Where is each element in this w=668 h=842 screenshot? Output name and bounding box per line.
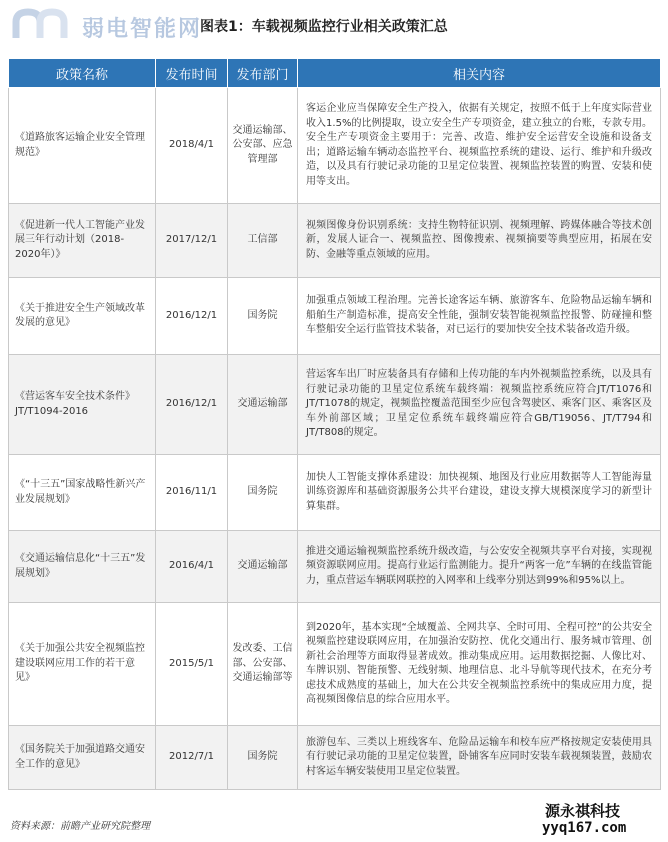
date-cell: 2017/12/1	[156, 204, 228, 278]
content-cell: 加强重点领域工程治理。完善长途客运车辆、旅游客车、危险物品运输车辆和船舶生产制造标准，提高安全性能，强制安装智能视频监控报警、防碰撞和整车整船安全运行监管技术装备，对已运行的要加快安全技术装备改造升级。	[298, 278, 661, 355]
table-row	[9, 278, 661, 355]
department-cell: 国务院	[228, 455, 298, 531]
source-note: 资料来源：前瞻产业研究院整理	[10, 821, 150, 832]
corner-watermark-badge	[520, 798, 668, 842]
brand-logo-icon	[10, 8, 70, 44]
department-cell: 交通运输部、公安部、应急管理部	[228, 88, 298, 204]
table-row	[9, 726, 661, 790]
policy-table	[8, 58, 661, 790]
date-cell: 2018/4/1	[156, 88, 228, 204]
department-cell: 工信部	[228, 204, 298, 278]
content-cell: 视频图像身份识别系统：支持生物特征识别、视频理解、跨媒体融合等技术创新，发展人证合一、视频监控、图像搜索、视频摘要等典型应用，拓展在安防、金融等重点领域的应用。	[298, 204, 661, 278]
content-cell: 客运企业应当保障安全生产投入，依据有关规定，按照不低于上年度实际营业收入1.5%的比例提取，设立安全生产专项资金，建立独立的台账，专款专用。安全生产专项资金主要用于：完善、改造、维护安全运营安全设施和设备支出；道路运输车辆动态监控平台、视频监控系统的建设、运行、维护和升级改造，以及具有行驶记录功能的卫星定位装置、视频监控装置的购置、安装和使用等支出。	[298, 88, 661, 204]
department-cell: 国务院	[228, 278, 298, 355]
figure-title: 图表1：车载视频监控行业相关政策汇总	[200, 19, 448, 35]
column-header-department: 发布部门	[228, 59, 298, 88]
policy-name-cell: 《道路旅客运输企业安全管理规范》	[9, 88, 156, 204]
department-cell: 国务院	[228, 726, 298, 790]
policy-name-cell: 《关于加强公共安全视频监控建设联网应用工作的若干意见》	[9, 603, 156, 726]
policy-name-cell: 《营运客车安全技术条件》JT/T1094-2016	[9, 355, 156, 455]
date-cell: 2012/7/1	[156, 726, 228, 790]
policy-name-cell: 《促进新一代人工智能产业发展三年行动计划（2018-2020年）》	[9, 204, 156, 278]
header	[0, 0, 668, 50]
table-header-row	[9, 59, 661, 88]
corner-site-url: yyq167.com	[542, 820, 627, 836]
table-row	[9, 88, 661, 204]
column-header-policy-name: 政策名称	[9, 59, 156, 88]
content-cell: 旅游包车、三类以上班线客车、危险品运输车和校车应严格按规定安装使用具有行驶记录功能的卫星定位装置，卧铺客车应同时安装车载视频装置，鼓励农村客运车辆安装使用卫星定位装置。	[298, 726, 661, 790]
date-cell: 2016/4/1	[156, 531, 228, 603]
date-cell: 2015/5/1	[156, 603, 228, 726]
table-row	[9, 204, 661, 278]
department-cell: 发改委、工信部、公安部、交通运输部等	[228, 603, 298, 726]
table-row	[9, 603, 661, 726]
content-cell: 到2020年，基本实现“全域覆盖、全网共享、全时可用、全程可控”的公共安全视频监控建设联网应用，在加强治安防控、优化交通出行、服务城市管理、创新社会治理等方面取得显著成效。推动集成应用。运用数据挖掘、人像比对、车牌识别、智能预警、无线射频、地理信息、北斗导航等现代技术，在充分考虑技术成熟度的基础上，加大在公共安全视频监控系统中的集成应用力度，提高视频图像信息的综合应用水平。	[298, 603, 661, 726]
policy-name-cell: 《“十三五”国家战略性新兴产业发展规划》	[9, 455, 156, 531]
policy-name-cell: 《国务院关于加强道路交通安全工作的意见》	[9, 726, 156, 790]
column-header-content: 相关内容	[298, 59, 661, 88]
table-row	[9, 531, 661, 603]
column-header-date: 发布时间	[156, 59, 228, 88]
content-cell: 加快人工智能支撑体系建设：加快视频、地图及行业应用数据等人工智能海量训练资源库和基础资源服务公共平台建设，建设支撑大规模深度学习的新型计算集群。	[298, 455, 661, 531]
date-cell: 2016/11/1	[156, 455, 228, 531]
corner-site-name: 源永祺科技	[545, 802, 621, 820]
date-cell: 2016/12/1	[156, 355, 228, 455]
content-cell: 推进交通运输视频监控系统升级改造，与公安安全视频共享平台对接，实现视频资源联网应用。提高行业运行监测能力。提升“两客一危”车辆的在线监管能力，重点营运车辆联网联控的入网率和上线率分别达到99%和95%以上。	[298, 531, 661, 603]
department-cell: 交通运输部	[228, 355, 298, 455]
policy-name-cell: 《交通运输信息化“十三五”发展规划》	[9, 531, 156, 603]
department-cell: 交通运输部	[228, 531, 298, 603]
table-row	[9, 355, 661, 455]
content-cell: 营运客车出厂时应装备具有存储和上传功能的车内外视频监控系统，以及具有行驶记录功能的卫星定位系统车载终端：视频监控系统应符合JT/T1076和JT/T1078的规定，视频监控覆盖范围至少应包含驾驶区、乘客门区、乘客区及车外前部区域；卫星定位系统车载终端应符合GB/T19056、JT/T794和JT/T808的规定。	[298, 355, 661, 455]
table-row	[9, 455, 661, 531]
brand-name: 弱电智能网	[82, 17, 203, 42]
policy-name-cell: 《关于推进安全生产领域改革发展的意见》	[9, 278, 156, 355]
date-cell: 2016/12/1	[156, 278, 228, 355]
